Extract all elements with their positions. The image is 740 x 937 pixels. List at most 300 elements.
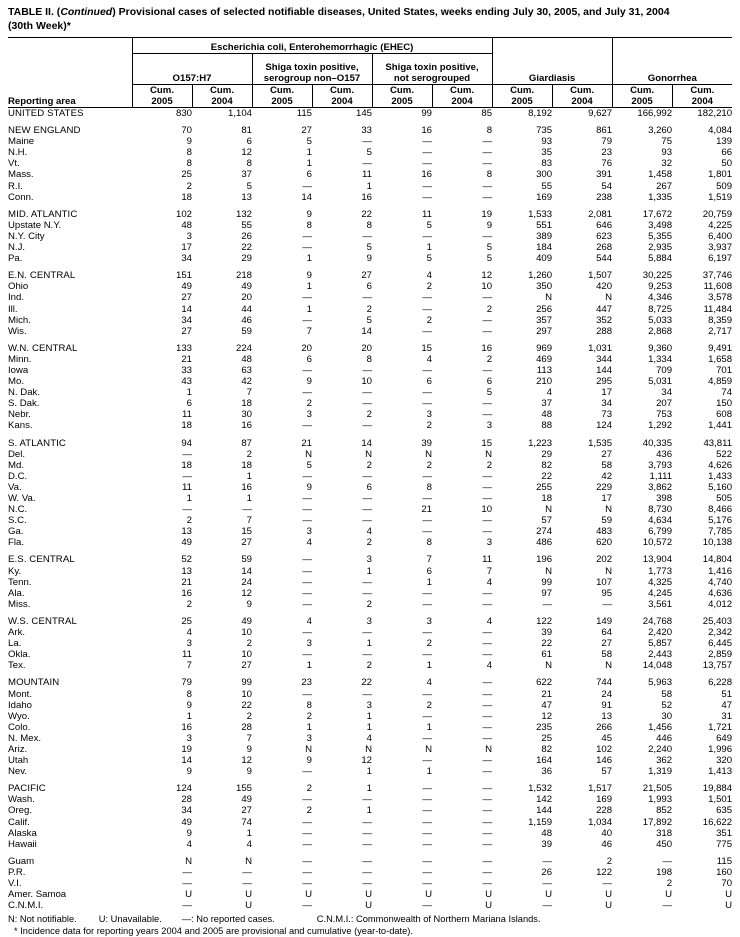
- header-subgroup-gonorrhea: [612, 54, 732, 85]
- row-cell-0: 25: [181, 615, 192, 627]
- row-cell-8: 2,420: [648, 627, 673, 639]
- cum-label-2: Cum.: [270, 85, 294, 96]
- row-cell-0: 14: [181, 303, 192, 315]
- row-cell-8: 362: [656, 755, 673, 767]
- row-cell-8: 3,561: [648, 598, 673, 610]
- row-cell-4: —: [422, 783, 432, 795]
- row-cell-1: 26: [241, 230, 252, 242]
- table-row-state: [8, 722, 732, 733]
- row-cell-2: 1: [306, 158, 312, 170]
- header-ehec-group: [132, 38, 492, 54]
- row-area-label: Fla.: [8, 537, 24, 549]
- row-cell-7: 149: [596, 615, 613, 627]
- row-cell-5: —: [482, 470, 493, 482]
- row-area-label: Ark.: [8, 627, 26, 639]
- row-cell-2: —: [302, 576, 312, 588]
- subgroup-shiga-non-o157-line2: serogroup non–O157: [263, 73, 361, 84]
- table-row-state: [8, 817, 732, 828]
- row-cell-0: 94: [181, 437, 192, 449]
- row-cell-3: —: [362, 855, 372, 867]
- row-area-label: R.I.: [8, 180, 23, 192]
- row-cell-1: —: [242, 878, 252, 889]
- row-cell-5: —: [482, 816, 493, 828]
- cum-label-3: Cum.: [330, 85, 354, 96]
- row-area-label: Nebr.: [8, 409, 31, 421]
- row-cell-0: 2: [186, 180, 192, 192]
- row-area-label: E.S. CENTRAL: [8, 554, 75, 566]
- row-cell-7: U: [605, 889, 613, 901]
- row-area-label: V.I.: [8, 878, 22, 889]
- row-cell-9: 74: [721, 387, 733, 399]
- row-cell-7: 13: [601, 710, 613, 722]
- row-cell-9: 775: [716, 838, 733, 850]
- row-cell-9: 150: [716, 398, 733, 410]
- row-cell-1: N: [245, 855, 252, 867]
- row-cell-1: 12: [241, 147, 252, 159]
- row-area-label: Tex.: [8, 660, 26, 672]
- row-cell-1: 6: [246, 136, 252, 148]
- row-cell-5: N: [485, 448, 493, 460]
- row-cell-6: 18: [541, 493, 553, 504]
- row-cell-6: 88: [541, 420, 553, 432]
- row-cell-7: 27: [601, 638, 613, 650]
- row-cell-5: —: [482, 191, 493, 203]
- row-cell-4: —: [422, 158, 432, 170]
- row-cell-6: 256: [536, 303, 553, 315]
- row-cell-1: 27: [241, 805, 252, 817]
- row-cell-9: 8,359: [708, 314, 733, 326]
- row-cell-3: 6: [366, 281, 372, 293]
- row-cell-0: 1: [186, 493, 192, 504]
- row-area-label: Pa.: [8, 253, 23, 265]
- row-cell-3: N: [365, 743, 372, 755]
- row-area-label: Wis.: [8, 325, 27, 337]
- row-cell-3: 1: [366, 805, 372, 817]
- row-cell-4: —: [422, 230, 432, 242]
- row-cell-9: 6,400: [708, 230, 733, 242]
- row-area-label: N. Dak.: [8, 387, 40, 399]
- row-cell-1: 24: [241, 576, 252, 588]
- row-cell-0: 8: [186, 688, 192, 700]
- row-cell-3: —: [362, 515, 372, 527]
- row-cell-8: 4,325: [648, 576, 673, 588]
- row-cell-0: —: [182, 866, 192, 878]
- row-cell-2: 8: [306, 699, 312, 711]
- row-cell-3: 5: [366, 242, 372, 254]
- row-area-label: Calif.: [8, 816, 30, 828]
- row-cell-4: —: [422, 493, 432, 504]
- row-cell-7: U: [605, 900, 613, 912]
- row-area-label: Ala.: [8, 587, 25, 599]
- row-cell-2: 4: [306, 615, 312, 627]
- row-cell-4: —: [422, 470, 432, 482]
- row-cell-2: —: [302, 866, 312, 878]
- row-cell-5: 4: [486, 615, 493, 627]
- row-cell-2: —: [302, 598, 312, 610]
- row-cell-6: 1,223: [528, 437, 553, 449]
- row-cell-2: 7: [306, 325, 312, 337]
- row-cell-4: 4: [426, 353, 432, 365]
- row-cell-8: 450: [656, 838, 673, 850]
- row-cell-7: 295: [596, 376, 613, 388]
- row-cell-2: —: [302, 587, 312, 599]
- row-cell-4: 1: [426, 766, 432, 778]
- table-row-state: [8, 588, 732, 599]
- cum-label-8: Cum.: [630, 85, 655, 96]
- row-cell-8: 5,033: [648, 314, 673, 326]
- row-cell-3: 3: [366, 699, 372, 711]
- row-cell-9: 160: [716, 866, 733, 878]
- row-cell-7: 447: [596, 303, 613, 315]
- row-cell-9: 50: [721, 158, 733, 170]
- row-cell-4: —: [422, 816, 432, 828]
- row-cell-5: —: [482, 314, 493, 326]
- table-row-state: [8, 805, 732, 816]
- row-cell-4: 2: [426, 699, 432, 711]
- table-row-region: [8, 343, 732, 354]
- row-cell-9: U: [725, 889, 733, 901]
- row-cell-2: —: [302, 515, 312, 527]
- row-cell-8: 17,672: [642, 208, 673, 220]
- row-cell-6: 82: [541, 743, 553, 755]
- row-cell-4: —: [422, 805, 432, 817]
- row-cell-9: 37,746: [702, 270, 733, 282]
- row-cell-3: —: [362, 688, 372, 700]
- row-cell-9: 11,608: [703, 281, 733, 293]
- row-cell-5: N: [485, 743, 493, 755]
- row-cell-4: —: [422, 688, 432, 700]
- row-cell-0: 102: [175, 208, 192, 220]
- row-cell-9: 10,138: [702, 537, 733, 549]
- table-row-region: [8, 209, 732, 220]
- row-cell-0: 48: [181, 219, 192, 231]
- row-cell-5: —: [482, 638, 493, 650]
- header-col-3: [312, 85, 372, 108]
- row-cell-1: 2: [246, 710, 252, 722]
- row-cell-7: 483: [596, 526, 613, 538]
- row-area-label: N.Y. City: [8, 230, 45, 242]
- row-cell-7: 229: [596, 481, 613, 493]
- row-cell-1: 1: [246, 827, 252, 839]
- row-cell-5: 85: [481, 108, 493, 119]
- row-cell-1: 37: [241, 169, 252, 181]
- footnote-cnmi: C.N.M.I.: Commonwealth of Northern Mariana Islands.: [316, 914, 541, 925]
- table-row-state: [8, 387, 732, 398]
- row-cell-3: 27: [361, 270, 372, 282]
- row-cell-9: 8,466: [708, 504, 733, 516]
- row-area-label: Alaska: [8, 827, 37, 839]
- row-cell-6: —: [542, 598, 553, 610]
- table-row-region: [8, 554, 732, 565]
- row-cell-2: —: [302, 766, 312, 778]
- header-subgroup-giardiasis: [492, 54, 612, 85]
- row-cell-6: 83: [541, 158, 553, 170]
- row-cell-4: —: [422, 827, 432, 839]
- cum-label-0: Cum.: [150, 85, 174, 96]
- row-area-label: Kans.: [8, 420, 33, 432]
- row-cell-6: 99: [541, 576, 553, 588]
- row-cell-5: 8: [486, 125, 493, 137]
- row-cell-2: 115: [296, 108, 312, 119]
- row-cell-4: 3: [426, 409, 432, 421]
- row-cell-7: —: [602, 598, 613, 610]
- row-cell-6: 409: [536, 253, 553, 265]
- row-cell-5: —: [482, 699, 493, 711]
- row-cell-9: 522: [716, 448, 733, 460]
- row-cell-4: 5: [426, 253, 432, 265]
- row-cell-4: 6: [426, 565, 432, 577]
- row-cell-9: 608: [716, 409, 733, 421]
- row-cell-9: 5,176: [708, 515, 733, 527]
- row-area-label: S. Dak.: [8, 398, 40, 410]
- row-cell-1: 22: [241, 699, 252, 711]
- row-cell-4: 1: [426, 242, 432, 254]
- row-cell-5: 4: [486, 576, 493, 588]
- row-cell-7: 620: [596, 537, 613, 549]
- row-cell-9: 1,416: [708, 565, 733, 577]
- row-area-label: N.H.: [8, 147, 28, 159]
- row-cell-3: 1: [366, 638, 372, 650]
- row-cell-5: 12: [481, 270, 493, 282]
- row-cell-7: 144: [596, 364, 613, 376]
- row-cell-0: —: [182, 470, 192, 482]
- row-cell-2: —: [302, 794, 312, 806]
- row-cell-1: 4: [246, 838, 252, 850]
- row-cell-7: 623: [596, 230, 613, 242]
- cum-label-4: Cum.: [390, 85, 414, 96]
- year-6: 2005: [511, 96, 533, 107]
- row-cell-7: 59: [601, 515, 613, 527]
- row-cell-6: 735: [536, 125, 553, 137]
- row-cell-8: 2: [666, 878, 673, 889]
- row-area-label: Mo.: [8, 376, 24, 388]
- row-cell-8: 446: [656, 732, 673, 744]
- row-cell-8: 32: [661, 158, 673, 170]
- row-cell-4: 3: [426, 615, 432, 627]
- row-cell-1: 27: [241, 537, 252, 549]
- row-cell-5: 5: [486, 253, 493, 265]
- row-cell-5: —: [482, 409, 493, 421]
- row-cell-3: 1: [366, 766, 372, 778]
- row-area-label: W.S. CENTRAL: [8, 615, 77, 627]
- row-cell-6: 35: [541, 147, 553, 159]
- table-row-state: [8, 766, 732, 777]
- row-cell-6: 1,260: [528, 270, 553, 282]
- row-cell-3: —: [362, 504, 372, 516]
- row-cell-1: 9: [246, 766, 252, 778]
- row-cell-8: 13,904: [642, 554, 673, 566]
- row-cell-5: U: [485, 900, 493, 912]
- row-cell-2: 21: [301, 437, 312, 449]
- row-cell-3: 5: [366, 314, 372, 326]
- row-cell-8: 1,993: [648, 794, 673, 806]
- row-area-label: Utah: [8, 755, 29, 767]
- table-row-state: [8, 181, 732, 192]
- row-cell-2: 8: [306, 219, 312, 231]
- table-row-state: [8, 471, 732, 482]
- row-cell-5: —: [482, 398, 493, 410]
- row-cell-2: 9: [306, 376, 312, 388]
- row-area-label: Ky.: [8, 565, 22, 577]
- row-area-label: Amer. Samoa: [8, 889, 67, 901]
- row-cell-7: 420: [596, 281, 613, 293]
- row-cell-5: 16: [481, 342, 493, 354]
- table-row-state: [8, 460, 732, 471]
- row-cell-5: 3: [486, 537, 493, 549]
- row-cell-1: 18: [241, 398, 252, 410]
- header-subgroup-shiga-not-serogrouped: [372, 54, 492, 85]
- row-cell-7: 91: [601, 699, 613, 711]
- row-cell-4: —: [422, 900, 432, 912]
- row-cell-7: 9,627: [588, 108, 613, 119]
- row-cell-9: 3,578: [708, 292, 733, 304]
- cum-label-7: Cum.: [570, 85, 595, 96]
- row-cell-2: 3: [306, 409, 312, 421]
- table-row-region: [8, 270, 732, 281]
- row-cell-5: —: [482, 526, 493, 538]
- row-cell-5: U: [485, 889, 493, 901]
- row-cell-8: 40,335: [642, 437, 673, 449]
- row-cell-9: 1,519: [708, 191, 733, 203]
- row-area-label: Ariz.: [8, 743, 28, 755]
- row-cell-6: 113: [536, 364, 553, 376]
- row-cell-9: 635: [716, 805, 733, 817]
- row-cell-7: 73: [601, 409, 613, 421]
- row-cell-7: 45: [601, 732, 613, 744]
- table-row-state: [8, 253, 732, 264]
- row-cell-3: 5: [366, 147, 372, 159]
- row-cell-8: 52: [661, 699, 673, 711]
- row-cell-2: —: [302, 565, 312, 577]
- row-cell-8: 6,799: [648, 526, 673, 538]
- row-cell-0: 7: [186, 660, 192, 672]
- footnote-dash: —: No reported cases.: [181, 914, 275, 925]
- row-cell-7: 79: [601, 136, 613, 148]
- table-row-state: [8, 242, 732, 253]
- row-cell-8: 1,319: [648, 766, 673, 778]
- row-cell-1: 2: [246, 638, 252, 650]
- row-cell-9: 351: [716, 827, 733, 839]
- row-cell-0: 21: [181, 576, 192, 588]
- row-cell-1: 55: [241, 219, 252, 231]
- row-cell-1: —: [242, 504, 252, 516]
- row-cell-4: 5: [426, 219, 432, 231]
- row-cell-3: 8: [366, 219, 372, 231]
- row-cell-6: 93: [541, 136, 553, 148]
- header-spacer-2: [8, 54, 132, 85]
- table-row-state: [8, 304, 732, 315]
- row-area-label: Ohio: [8, 281, 29, 293]
- row-cell-0: 49: [181, 816, 192, 828]
- row-cell-2: —: [302, 493, 312, 504]
- table-row-state: [8, 136, 732, 147]
- row-cell-1: 18: [241, 459, 252, 471]
- row-cell-0: 28: [181, 794, 192, 806]
- row-cell-9: 4,084: [708, 125, 733, 137]
- year-3: 2004: [331, 96, 353, 107]
- row-cell-2: 1: [306, 253, 312, 265]
- row-cell-2: —: [302, 627, 312, 639]
- row-cell-2: —: [302, 504, 312, 516]
- row-cell-8: 166,992: [637, 108, 673, 119]
- row-cell-7: 107: [596, 576, 613, 588]
- row-cell-6: 39: [541, 838, 553, 850]
- row-cell-6: 274: [536, 526, 553, 538]
- row-cell-7: 76: [601, 158, 613, 170]
- row-cell-9: 1,801: [708, 169, 733, 181]
- row-cell-1: 9: [246, 743, 252, 755]
- row-cell-3: —: [362, 292, 372, 304]
- row-cell-1: 74: [241, 816, 252, 828]
- row-cell-2: U: [305, 889, 312, 901]
- row-cell-5: —: [482, 677, 493, 689]
- page-title: [8, 6, 732, 33]
- row-cell-8: 24,768: [642, 615, 673, 627]
- row-cell-1: 7: [246, 515, 252, 527]
- row-cell-7: 544: [596, 253, 613, 265]
- row-area-label: Oreg.: [8, 805, 32, 817]
- row-cell-2: 4: [306, 537, 312, 549]
- row-area-label: NEW ENGLAND: [8, 125, 81, 137]
- row-cell-9: 6,197: [708, 253, 733, 265]
- row-cell-3: —: [362, 576, 372, 588]
- row-cell-3: 2: [366, 459, 372, 471]
- title-line2: (30th Week)*: [8, 19, 71, 32]
- row-cell-1: 7: [246, 387, 252, 399]
- row-cell-8: 2,240: [648, 743, 673, 755]
- row-area-label: Guam: [8, 855, 35, 867]
- row-cell-2: 9: [306, 755, 312, 767]
- row-cell-2: 1: [306, 303, 312, 315]
- row-cell-8: 30: [661, 710, 673, 722]
- header-row-disease-group: [8, 38, 732, 54]
- row-cell-7: 268: [596, 242, 613, 254]
- row-cell-4: —: [422, 855, 432, 867]
- row-cell-5: —: [482, 805, 493, 817]
- row-cell-6: 61: [541, 649, 553, 661]
- table-row-state: [8, 315, 732, 326]
- row-cell-1: U: [245, 900, 252, 912]
- row-cell-3: U: [365, 900, 372, 912]
- table-row-region: [8, 677, 732, 688]
- row-cell-0: 4: [186, 838, 192, 850]
- row-cell-5: —: [482, 878, 493, 889]
- row-cell-0: 6: [186, 398, 192, 410]
- table-row-state: [8, 220, 732, 231]
- row-cell-9: 1,658: [708, 353, 733, 365]
- row-cell-1: 22: [241, 242, 252, 254]
- row-cell-7: 17: [601, 387, 613, 399]
- row-cell-5: 9: [486, 219, 493, 231]
- row-cell-1: 5: [246, 180, 252, 192]
- row-area-label: Md.: [8, 459, 24, 471]
- row-cell-1: 224: [235, 342, 252, 354]
- header-col-1: [192, 85, 252, 108]
- row-area-label: Vt.: [8, 158, 20, 170]
- row-cell-7: 58: [601, 649, 613, 661]
- row-cell-1: 81: [241, 125, 252, 137]
- row-cell-7: 266: [596, 721, 613, 733]
- row-cell-6: 389: [536, 230, 553, 242]
- row-cell-5: —: [482, 627, 493, 639]
- row-cell-0: 34: [181, 253, 192, 265]
- row-cell-2: —: [302, 900, 312, 912]
- row-cell-4: —: [422, 515, 432, 527]
- row-cell-7: N: [605, 660, 613, 672]
- row-cell-8: 198: [656, 866, 673, 878]
- table-row-state: [8, 689, 732, 700]
- row-cell-8: —: [662, 900, 673, 912]
